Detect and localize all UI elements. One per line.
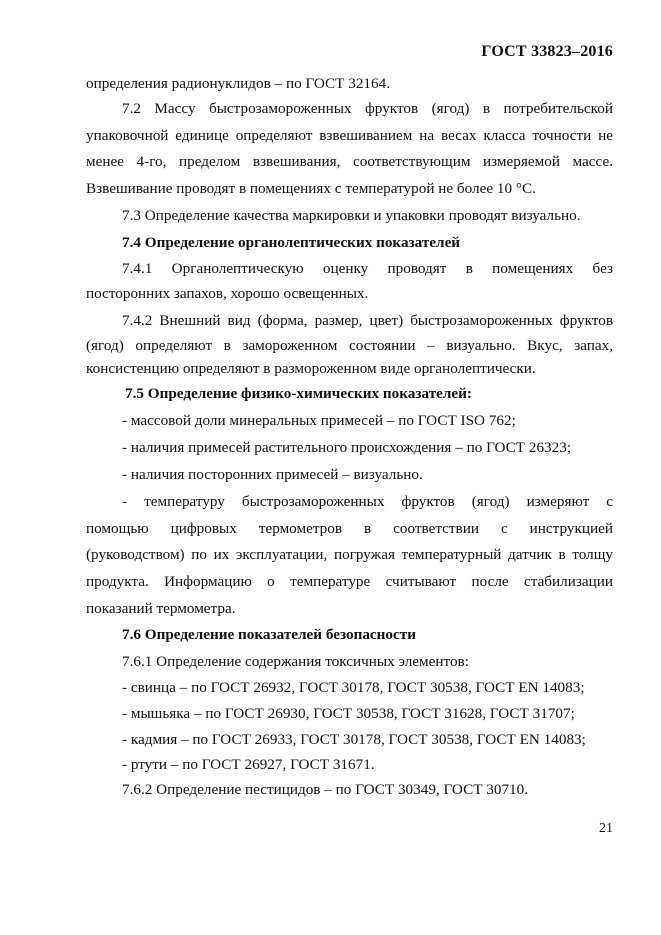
paragraph-line: 7.4.2 Внешний вид (форма, размер, цвет) быстрозамороженных фруктов (122, 312, 613, 329)
paragraph-line: упаковочной единице определяют взвешиванием на весах класса точности не (86, 127, 613, 144)
section-heading: 7.4 Определение органолептических показателей (122, 234, 461, 251)
paragraph-line: 7.6.1 Определение содержания токсичных элементов: (122, 653, 469, 670)
paragraph-line: 7.3 Определение качества маркировки и упаковки проводят визуально. (122, 207, 581, 224)
paragraph-line: определения радионуклидов – по ГОСТ 32164. (86, 75, 390, 92)
paragraph-line: - температуру быстрозамороженных фруктов (ягод) измеряют с (122, 493, 613, 510)
section-heading: 7.6 Определение показателей безопасности (122, 626, 416, 643)
paragraph-line: Взвешивание проводят в помещениях с температурой не более 10 °С. (86, 180, 536, 197)
page-number: 21 (599, 821, 613, 836)
paragraph-line: (ягод) определяют в замороженном состоянии – визуально. Вкус, запах, (86, 337, 613, 354)
paragraph-line: (руководством) по их эксплуатации, погружая температурный датчик в толщу (86, 546, 613, 563)
paragraph-line: 7.2 Массу быстрозамороженных фруктов (ягод) в потребительской (122, 100, 613, 117)
paragraph-line: 7.4.1 Органолептическую оценку проводят в помещениях без (122, 260, 613, 277)
paragraph-line: продукта. Информацию о температуре считывают после стабилизации (86, 573, 613, 590)
list-item: - наличия посторонних примесей – визуально. (122, 466, 423, 483)
section-heading: 7.5 Определение физико-химических показателей: (125, 385, 472, 402)
paragraph-line: 7.6.2 Определение пестицидов – по ГОСТ 30349, ГОСТ 30710. (122, 781, 529, 798)
list-item: - мышьяка – по ГОСТ 26930, ГОСТ 30538, ГОСТ 31628, ГОСТ 31707; (122, 705, 575, 722)
paragraph-line: показаний термометра. (86, 600, 236, 617)
paragraph-line: помощью цифровых термометров в соответствии с инструкцией (86, 520, 613, 537)
paragraph-line: посторонних запахов, хорошо освещенных. (86, 285, 369, 302)
list-item: - свинца – по ГОСТ 26932, ГОСТ 30178, ГОСТ 30538, ГОСТ EN 14083; (122, 679, 585, 696)
list-item: - кадмия – по ГОСТ 26933, ГОСТ 30178, ГОСТ 30538, ГОСТ EN 14083; (122, 731, 586, 748)
list-item: - массовой доли минеральных примесей – по ГОСТ ISO 762; (122, 412, 516, 429)
paragraph-line: консистенцию определяют в размороженном виде органолептически. (86, 360, 536, 377)
list-item: - ртути – по ГОСТ 26927, ГОСТ 31671. (122, 756, 375, 773)
document-code-header: ГОСТ 33823–2016 (481, 43, 613, 60)
paragraph-line: менее 4-го, пределом взвешивания, соответствующим измеряемой массе. (86, 153, 613, 170)
list-item: - наличия примесей растительного происхождения – по ГОСТ 26323; (122, 439, 572, 456)
